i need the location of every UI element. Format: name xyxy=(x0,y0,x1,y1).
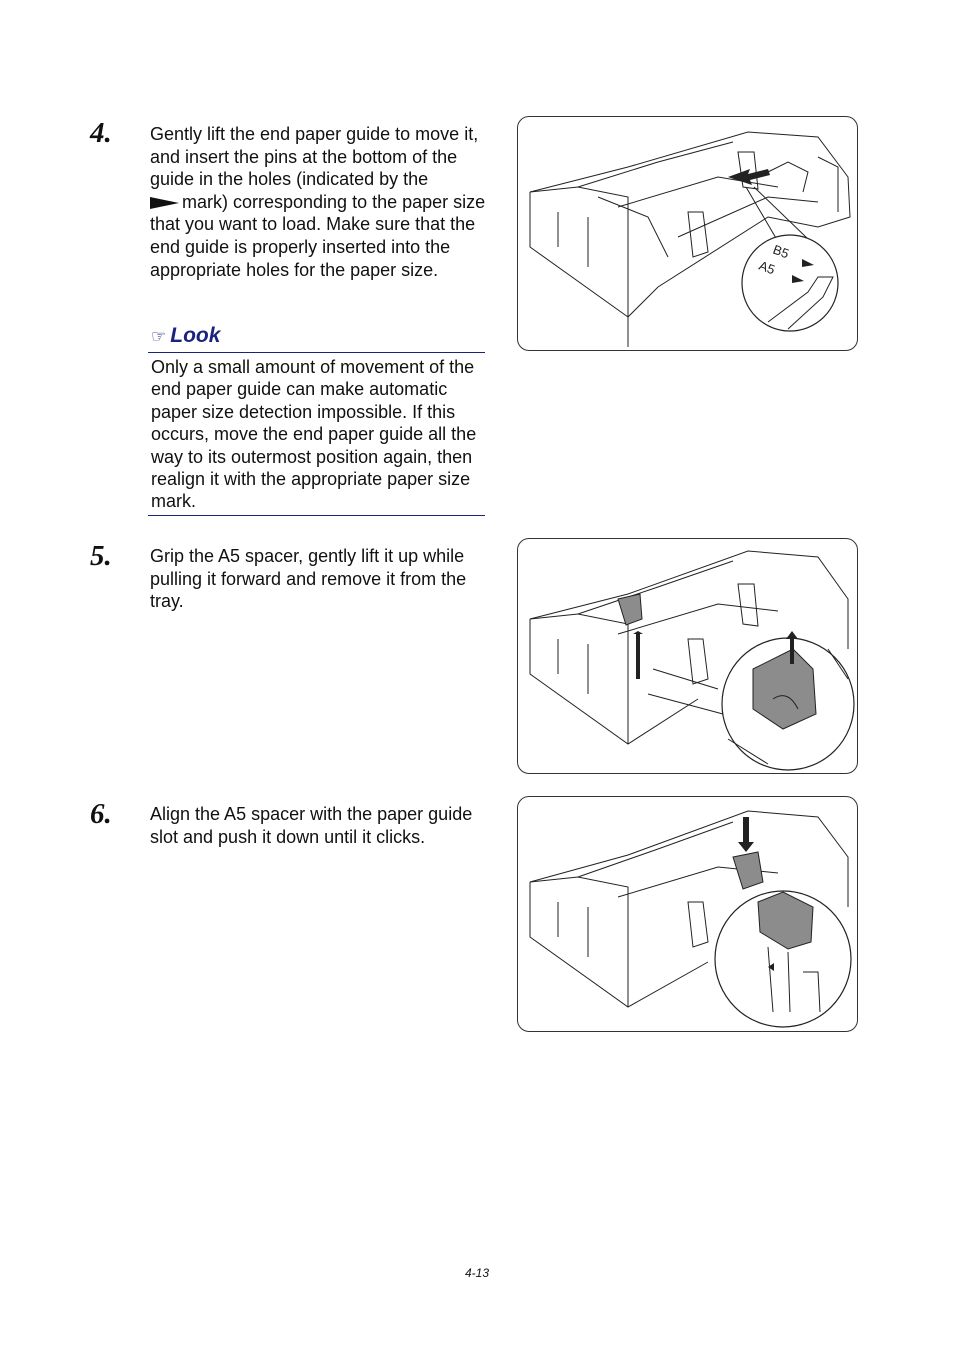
look-top-rule xyxy=(148,352,485,353)
figure-step-5 xyxy=(517,538,858,774)
paper-tray-illustration-2 xyxy=(518,539,857,773)
step-4-text-part1: Gently lift the end paper guide to move it, and insert the pins at the bottom of the guide in the holes (indicated by the xyxy=(150,124,479,190)
look-title: Look xyxy=(170,324,221,347)
figure-step-4 xyxy=(517,116,858,351)
figure-label-a5: A5 xyxy=(756,257,778,278)
step-5-text: Grip the A5 spacer, gently lift it up while pulling it forward and remove it from the tray. xyxy=(150,546,467,612)
look-bottom-rule xyxy=(148,515,485,516)
pointing-hand-icon: ☞ xyxy=(151,327,167,346)
figure-label-b5: B5 xyxy=(770,241,792,262)
step-4-text xyxy=(150,123,490,281)
step-5-number: 5. xyxy=(90,540,112,572)
figure-step-6 xyxy=(517,796,858,1032)
page-number: 4-13 xyxy=(464,1266,490,1280)
look-heading xyxy=(151,324,220,348)
step-6-text: Align the A5 spacer with the paper guide slot and push it down until it clicks. xyxy=(150,804,473,847)
step-4-number: 4. xyxy=(90,117,112,149)
triangle-mark-icon xyxy=(150,197,179,209)
look-text: Only a small amount of movement of the end paper guide can make automatic paper size detection impossible. If this occurs, move the end paper guide all the way to its outermost position again, then realign it with the appropriate paper size mark. xyxy=(151,357,477,512)
paper-tray-illustration-3 xyxy=(518,797,857,1031)
step-4-text-part2: mark) corresponding to the paper size that you want to load. Make sure that the end guide is properly inserted into the appropriate holes for the paper size. xyxy=(150,191,486,280)
step-6-number: 6. xyxy=(90,798,112,830)
paper-tray-illustration-1 xyxy=(518,117,857,350)
